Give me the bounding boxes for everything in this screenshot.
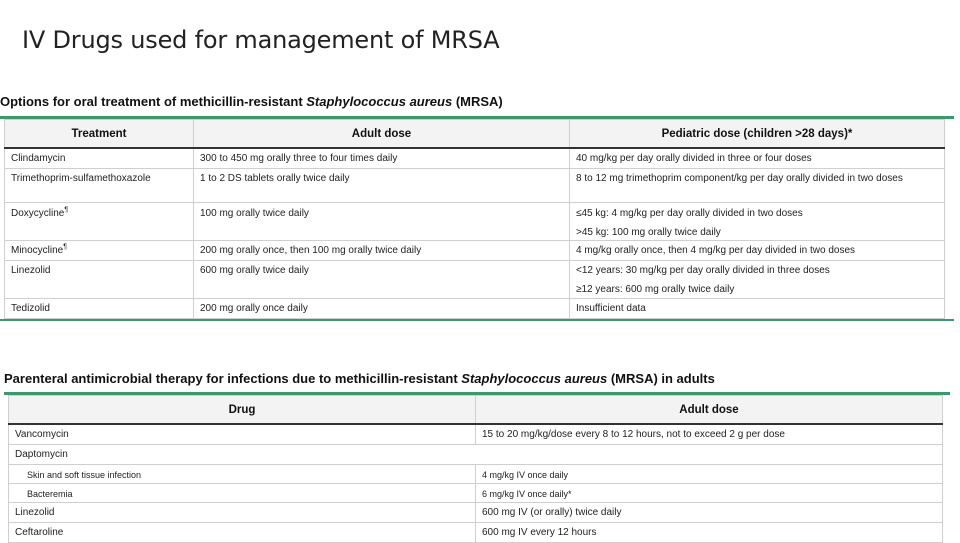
table-row — [9, 502, 943, 522]
pediatric-dose-cell — [570, 240, 945, 260]
adult-dose-cell — [194, 298, 570, 318]
treatment-name: Doxycycline — [11, 207, 65, 219]
treatment-name: Tedizolid — [11, 302, 50, 314]
oral-caption-italic: Staphylococcus aureus — [306, 94, 453, 109]
adult-dose-text: 600 mg orally twice daily — [200, 264, 309, 276]
drug-indication: Skin and soft tissue infection — [27, 469, 142, 480]
oral-table-bottom-rule — [0, 319, 954, 321]
oral-table-caption — [0, 94, 503, 109]
adult-dose-cell — [194, 240, 570, 260]
pediatric-dose-cell — [570, 168, 945, 202]
oral-caption-post: (MRSA) — [452, 94, 503, 109]
adult-dose-text: 300 to 450 mg orally three to four times daily — [200, 153, 398, 164]
dose-cell — [476, 483, 943, 502]
dose-cell — [476, 522, 943, 542]
drug-cell — [9, 522, 476, 542]
oral-header-pediatric-dose: Pediatric dose (children >28 days)* — [570, 120, 945, 149]
drug-name: Vancomycin — [15, 429, 69, 440]
pediatric-dose-text: 8 to 12 mg trimethoprim component/kg per day orally divided in two doses — [576, 172, 903, 184]
parenteral-header-adult-dose: Adult dose — [476, 396, 943, 425]
treatment-cell — [5, 202, 194, 240]
dose-text: 600 mg IV (or orally) twice daily — [482, 506, 622, 518]
pediatric-dose-cell — [570, 260, 945, 298]
pediatric-dose-text: <12 years: 30 mg/kg per day orally divided in three doses — [576, 264, 830, 276]
pediatric-dose-text: 40 mg/kg per day orally divided in three or four doses — [576, 153, 812, 164]
adult-dose-cell — [194, 168, 570, 202]
parenteral-header-drug: Drug — [9, 396, 476, 425]
drug-cell — [9, 464, 476, 483]
drug-name: Ceftaroline — [15, 526, 64, 538]
pediatric-dose-cell — [570, 148, 945, 168]
table-row — [9, 483, 943, 502]
drug-name: Linezolid — [15, 506, 55, 518]
parenteral-caption-italic: Staphylococcus aureus — [461, 371, 608, 386]
adult-dose-text: 1 to 2 DS tablets orally twice daily — [200, 172, 350, 184]
footnote-mark: ¶ — [63, 243, 68, 251]
parenteral-table-header-row — [9, 396, 943, 425]
table-row — [5, 202, 945, 240]
dose-text: 6 mg/kg IV once daily* — [482, 488, 572, 499]
table-row — [9, 444, 943, 464]
adult-dose-text: 200 mg orally once, then 100 mg orally twice daily — [200, 244, 422, 256]
table-row — [5, 240, 945, 260]
table-row — [9, 522, 943, 542]
parenteral-caption-pre: Parenteral antimicrobial therapy for infections due to methicillin-resistant — [4, 371, 462, 386]
treatment-name: Trimethoprim-sulfamethoxazole — [11, 172, 151, 184]
oral-table-header-row — [5, 120, 945, 149]
oral-treatment-table — [4, 119, 945, 319]
table-row — [5, 260, 945, 298]
adult-dose-cell — [194, 148, 570, 168]
oral-caption-pre: Options for oral treatment of methicillin-resistant — [0, 94, 307, 109]
pediatric-dose-text: ≥12 years: 600 mg orally twice daily — [576, 283, 735, 295]
table-row — [5, 298, 945, 318]
pediatric-dose-text: >45 kg: 100 mg orally twice daily — [576, 226, 721, 238]
table-row — [9, 464, 943, 483]
drug-name: Daptomycin — [15, 448, 68, 460]
table-row — [5, 148, 945, 168]
treatment-cell — [5, 298, 194, 318]
treatment-cell — [5, 168, 194, 202]
dose-text: 15 to 20 mg/kg/dose every 8 to 12 hours, not to exceed 2 g per dose — [482, 429, 785, 440]
pediatric-dose-text: ≤45 kg: 4 mg/kg per day orally divided in two doses — [576, 207, 803, 219]
oral-header-treatment: Treatment — [5, 120, 194, 149]
drug-cell — [9, 502, 476, 522]
adult-dose-cell — [194, 202, 570, 240]
drug-cell — [9, 424, 476, 444]
parenteral-table-caption — [4, 371, 715, 386]
adult-dose-cell — [194, 260, 570, 298]
footnote-mark: ¶ — [64, 206, 69, 214]
pediatric-dose-cell — [570, 202, 945, 240]
treatment-cell — [5, 240, 194, 260]
parenteral-caption-post: (MRSA) in adults — [607, 371, 715, 386]
treatment-name: Linezolid — [11, 264, 51, 276]
slide-title: IV Drugs used for management of MRSA — [22, 26, 500, 54]
dose-cell — [476, 464, 943, 483]
treatment-cell — [5, 260, 194, 298]
dose-text: 4 mg/kg IV once daily — [482, 469, 569, 480]
table-row — [5, 168, 945, 202]
pediatric-dose-text: Insufficient data — [576, 302, 646, 314]
adult-dose-text: 200 mg orally once daily — [200, 302, 308, 314]
treatment-name: Clindamycin — [11, 153, 66, 164]
pediatric-dose-cell — [570, 298, 945, 318]
parenteral-therapy-table — [8, 395, 943, 543]
dose-text: 600 mg IV every 12 hours — [482, 526, 597, 538]
drug-cell — [9, 483, 476, 502]
dose-cell — [476, 424, 943, 444]
treatment-name: Minocycline — [11, 244, 64, 256]
drug-indication: Bacteremia — [27, 488, 73, 499]
treatment-cell — [5, 148, 194, 168]
pediatric-dose-text: 4 mg/kg orally once, then 4 mg/kg per day divided in two doses — [576, 244, 856, 256]
drug-cell — [9, 444, 943, 464]
adult-dose-text: 100 mg orally twice daily — [200, 207, 309, 219]
table-row — [9, 424, 943, 444]
oral-header-adult-dose: Adult dose — [194, 120, 570, 149]
dose-cell — [476, 502, 943, 522]
